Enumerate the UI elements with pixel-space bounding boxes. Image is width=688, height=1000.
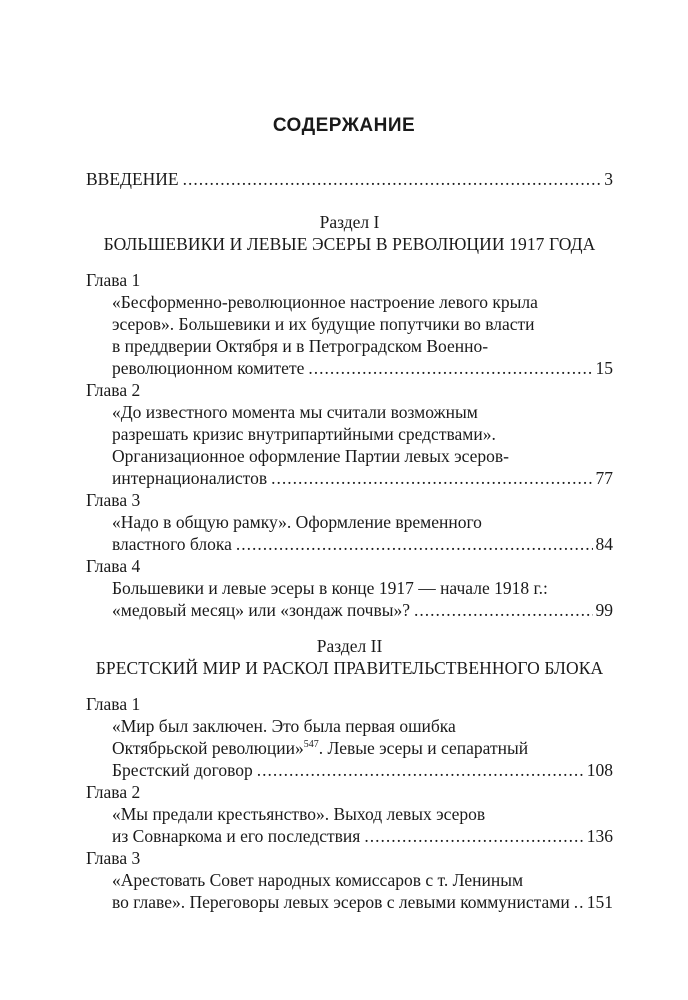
toc-entry-s1-ch3[interactable] (86, 533, 613, 555)
dot-leader (257, 759, 584, 781)
toc-entry-s2-ch2[interactable] (86, 825, 613, 847)
chapter-title-line: «Мир был заключен. Это была первая ошибка (112, 716, 456, 736)
section-label: Раздел I (319, 212, 380, 232)
chapter-title-line: «Бесформенно-революционное настроение левого крыла (112, 292, 538, 312)
toc-page-number: 136 (586, 826, 613, 846)
dot-leader (308, 357, 592, 379)
chapter-title-line: «Арестовать Совет народных комиссаров с т. Лениным (112, 870, 524, 890)
chapter-title-line: «До известного момента мы считали возможным (112, 402, 478, 422)
chapter-title-line: властного блока (112, 534, 232, 554)
dot-leader (414, 599, 592, 621)
table-of-contents (86, 168, 613, 913)
toc-entry-s2-ch1[interactable] (86, 759, 613, 781)
dot-leader (183, 168, 602, 190)
toc-page-number: 108 (586, 760, 613, 780)
toc-entry-intro[interactable] (86, 168, 613, 190)
chapter-label: Глава 4 (86, 556, 141, 576)
section-title: БРЕСТСКИЙ МИР И РАСКОЛ ПРАВИТЕЛЬСТВЕННОГО БЛОКА (95, 658, 604, 678)
chapter-label: Глава 3 (86, 848, 141, 868)
chapter-title-line: «Надо в общую рамку». Оформление временного (112, 512, 482, 532)
chapter-title-line: интернационалистов (112, 468, 268, 488)
chapter-title-fragment: . Левые эсеры и сепаратный (318, 738, 529, 758)
chapter-title-line: в преддверии Октября и в Петроградском Военно- (112, 336, 489, 356)
dot-leader (236, 533, 593, 555)
toc-entry-s2-ch3[interactable] (86, 891, 613, 913)
chapter-title-line: из Совнаркома и его последствия (112, 826, 361, 846)
chapter-title-line: революционном комитете (112, 358, 305, 378)
chapter-label: Глава 2 (86, 782, 141, 802)
toc-entry-title: ВВЕДЕНИЕ (86, 169, 179, 189)
toc-page-number: 77 (595, 468, 613, 488)
chapter-label: Глава 3 (86, 490, 141, 510)
chapter-title-line: «Мы предали крестьянство». Выход левых эсеров (112, 804, 486, 824)
chapter-title-fragment: Октябрьской революции» (112, 738, 304, 758)
dot-leader (574, 891, 584, 913)
dot-leader (271, 467, 592, 489)
section-label: Раздел II (316, 636, 383, 656)
chapter-title-line (86, 737, 613, 759)
chapter-title-line: Брестский договор (112, 760, 253, 780)
toc-page-number: 84 (595, 534, 613, 554)
chapter-label: Глава 1 (86, 270, 141, 290)
dot-leader (364, 825, 583, 847)
section-title: БОЛЬШЕВИКИ И ЛЕВЫЕ ЭСЕРЫ В РЕВОЛЮЦИИ 1917 ГОДА (103, 234, 596, 254)
toc-entry-s1-ch1[interactable] (86, 357, 613, 379)
toc-entry-s1-ch4[interactable] (86, 599, 613, 621)
chapter-title-line: «медовый месяц» или «зондаж почвы»? (112, 600, 411, 620)
toc-page-number: 3 (604, 169, 613, 189)
chapter-title-line: Организационное оформление Партии левых эсеров- (112, 446, 510, 466)
chapter-title-line: во главе». Переговоры левых эсеров с левыми коммунистами (112, 892, 570, 912)
chapter-label: Глава 2 (86, 380, 141, 400)
toc-page-number: 99 (595, 600, 613, 620)
page-title: СОДЕРЖАНИЕ (272, 115, 416, 136)
chapter-title-line: Большевики и левые эсеры в конце 1917 — начале 1918 г.: (112, 578, 548, 598)
chapter-title-line: эсеров». Большевики и их будущие попутчики во власти (112, 314, 535, 334)
toc-page-number: 15 (595, 358, 613, 378)
chapter-label: Глава 1 (86, 694, 141, 714)
chapter-title-line: разрешать кризис внутрипартийными средствами». (112, 424, 496, 444)
toc-page-number: 151 (586, 892, 613, 912)
footnote-reference[interactable]: 547 (303, 739, 319, 751)
toc-entry-s1-ch2[interactable] (86, 467, 613, 489)
